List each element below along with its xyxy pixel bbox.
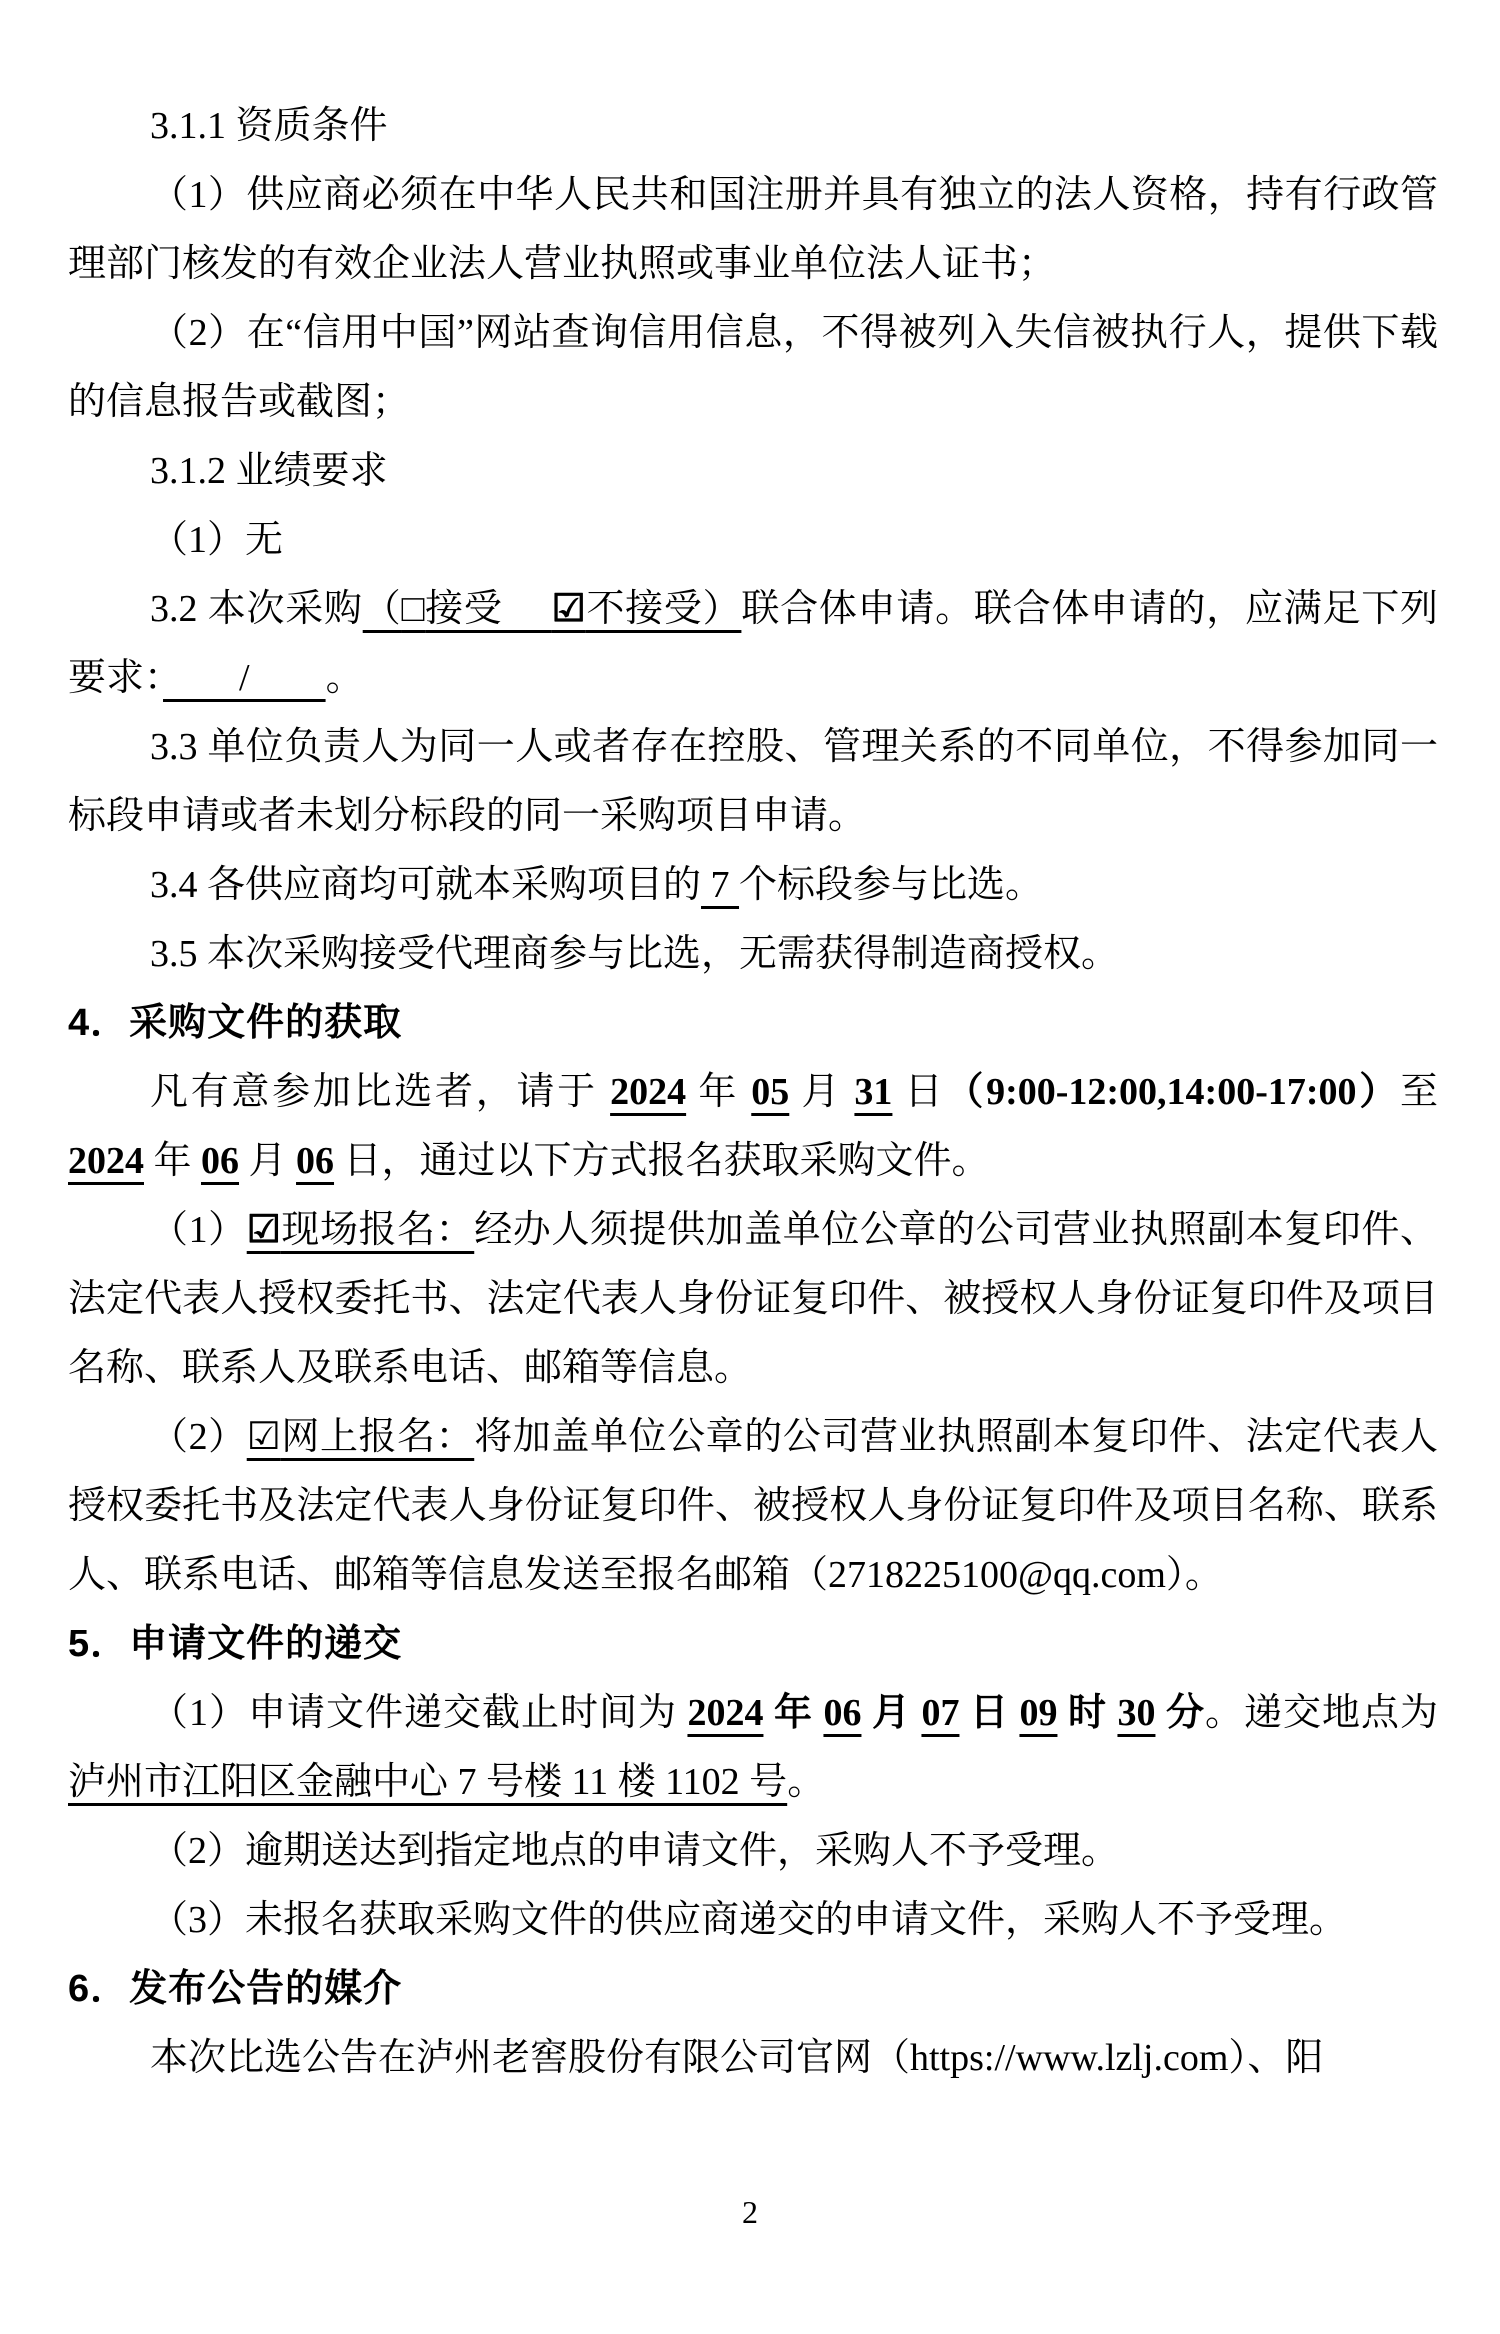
text-run: 6．发布公告的媒介	[68, 1968, 403, 2010]
clause-3-3-same-leader	[68, 713, 1438, 851]
heading-section-6	[68, 1955, 1438, 2024]
clause-3-2-consortium	[68, 575, 1438, 713]
checkbox-checked-icon: ☑	[246, 1416, 281, 1458]
text-run: 09	[1019, 1692, 1058, 1734]
text-run: 个标段参与比选。	[739, 864, 1044, 906]
text-run: （	[362, 588, 402, 630]
text-run: 月	[239, 1140, 297, 1182]
text-run: 分	[1155, 1692, 1205, 1734]
checkbox-checked-icon: ☑	[246, 1209, 281, 1251]
text-run: 凡有意参加比选者，请于	[150, 1071, 611, 1113]
para-online-registration	[68, 1403, 1438, 1610]
text-run: 3.1.1 资质条件	[150, 105, 388, 147]
clause-3-4-lots	[68, 851, 1438, 920]
text-run: 月	[861, 1692, 922, 1734]
checkbox-checked-icon: ☑	[551, 588, 586, 630]
text-run: 年	[686, 1071, 752, 1113]
text-run: （1）	[150, 1209, 247, 1251]
text-run: 3.2 本次采购	[150, 588, 363, 630]
text-run: （2）	[150, 1416, 247, 1458]
submission-address: 泸州市江阳区金融中心 7 号楼 11 楼 1102 号	[68, 1761, 788, 1803]
text-run: 日	[892, 1071, 946, 1113]
text-run: 年	[763, 1692, 824, 1734]
checkbox-unchecked-icon: □	[401, 588, 426, 630]
text-run: 4．采购文件的获取	[68, 1002, 403, 1044]
clause-supplier-registration	[68, 161, 1438, 299]
text-run: 3.1.2 业绩要求	[150, 450, 388, 492]
page-number: 2	[742, 2194, 758, 2230]
text-run: 网上报名：	[280, 1416, 475, 1458]
text-run: 日	[959, 1692, 1020, 1734]
para-unregistered-rejected	[68, 1886, 1438, 1955]
text-run: 06	[823, 1692, 862, 1734]
text-run: （1）供应商必须在中华人民共和国注册并具有独立的法人资格，持有行政管理部门核发的有效企业法人营业执照或事业单位法人证书；	[68, 174, 1438, 285]
para-submission-deadline	[68, 1679, 1438, 1817]
text-run: 3.3 单位负责人为同一人或者存在控股、管理关系的不同单位，不得参加同一标段申请或者未划分标段的同一采购项目申请。	[68, 726, 1438, 837]
heading-section-4	[68, 989, 1438, 1058]
text-run: 07	[921, 1692, 960, 1734]
text-run: 2024	[610, 1071, 687, 1113]
blank-slash-field: /	[163, 657, 326, 699]
text-run: （9:00-12:00,14:00-17:00）	[945, 1071, 1400, 1113]
text-run: 2024	[687, 1692, 764, 1734]
text-run: 将加盖单位公章的公司营业执照副本复印件、法定代表人授权委托书及法定代表人身份证复印件、被授权人身份证复印件及项目名称、联系人、联系电话、邮箱等信息发送至报名邮箱（2718225100@qq.com）。	[68, 1416, 1438, 1596]
text-run: （3）未报名获取采购文件的供应商递交的申请文件，采购人不予受理。	[150, 1899, 1348, 1941]
text-run: 接受	[425, 588, 552, 630]
text-run: 5．申请文件的递交	[68, 1623, 403, 1665]
para-overdue-rejected	[68, 1817, 1438, 1886]
text-run: 不接受）	[585, 588, 742, 630]
text-run: 31	[854, 1071, 893, 1113]
text-run: 联合体申请。联合体申请的，应满足下列要求：	[68, 588, 1438, 699]
text-run: （1）申请文件递交截止时间为	[150, 1692, 688, 1734]
text-run: 经办人须提供加盖单位公章的公司营业执照副本复印件、法定代表人授权委托书、法定代表人身份证复印件、被授权人身份证复印件及项目名称、联系人及联系电话、邮箱等信息。	[68, 1209, 1438, 1389]
text-run: （1）无	[150, 519, 284, 561]
clause-3-5-agents	[68, 920, 1438, 989]
para-announcement-media	[68, 2024, 1438, 2093]
para-obtain-documents-time	[68, 1058, 1438, 1196]
text-run: （2）在“信用中国”网站查询信用信息，不得被列入失信被执行人，提供下载的信息报告或截图；	[68, 312, 1438, 423]
page-footer	[0, 2192, 1500, 2232]
para-onsite-registration	[68, 1196, 1438, 1403]
clause-performance-none	[68, 506, 1438, 575]
text-run: 时	[1057, 1692, 1118, 1734]
lot-count-value: 7	[701, 864, 740, 906]
text-run: 。递交地点为	[1204, 1692, 1438, 1734]
text-run: 现场报名：	[280, 1209, 475, 1251]
text-run: 至	[1399, 1071, 1438, 1113]
heading-section-5	[68, 1610, 1438, 1679]
text-run: 3.4 各供应商均可就本采购项目的	[150, 864, 702, 906]
text-run: 2024	[68, 1140, 144, 1182]
text-run: 日，通过以下方式报名获取采购文件。	[334, 1140, 990, 1182]
clause-credit-china	[68, 299, 1438, 437]
text-run: 30	[1117, 1692, 1156, 1734]
clause-3-1-2-title	[68, 437, 1438, 506]
document-body	[68, 92, 1438, 2093]
clause-3-1-1-title	[68, 92, 1438, 161]
text-run: 月	[789, 1071, 855, 1113]
text-run: 。	[325, 657, 364, 699]
text-run: 年	[144, 1140, 202, 1182]
text-run: 06	[296, 1140, 335, 1182]
text-run: 05	[751, 1071, 790, 1113]
text-run: 06	[201, 1140, 240, 1182]
text-run: （2）逾期送达到指定地点的申请文件，采购人不予受理。	[150, 1830, 1120, 1872]
text-run: 3.5 本次采购接受代理商参与比选，无需获得制造商授权。	[150, 933, 1120, 975]
text-run: 。	[787, 1761, 826, 1803]
text-run: 本次比选公告在泸州老窖股份有限公司官网（https://www.lzlj.com）、阳	[150, 2037, 1324, 2079]
